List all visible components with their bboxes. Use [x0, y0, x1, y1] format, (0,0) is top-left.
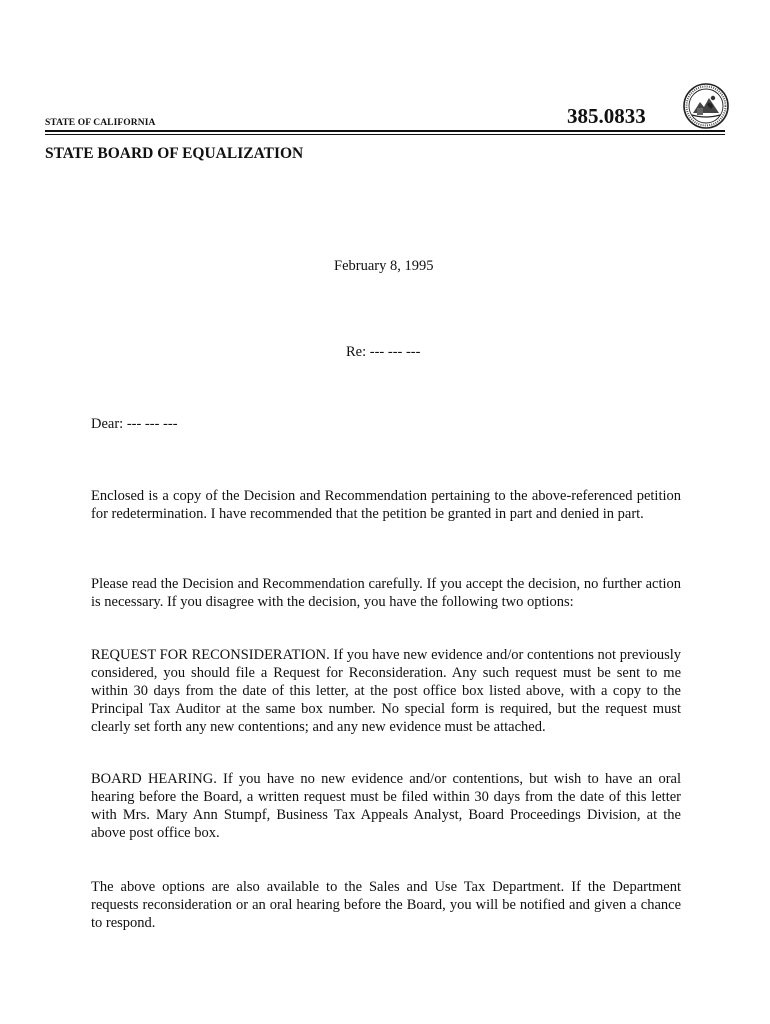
- letter-date: February 8, 1995: [334, 258, 434, 274]
- paragraph-reconsideration: REQUEST FOR RECONSIDERATION. If you have new evidence and/or contentions not previously considered, you should file a Request for Reconsideration. Any such request must be sent to me within 30 days from the date of this letter, at the post office box listed above, with a copy to the Principal Tax Auditor at the same box number. No special form is required, but the request must clearly set forth any new contentions; and any new evidence must be attached.: [91, 647, 681, 735]
- document-number: 385.0833: [567, 104, 646, 128]
- california-state-seal-icon: [683, 83, 729, 129]
- salutation: Dear: --- --- ---: [91, 416, 178, 432]
- header-rule-thin: [45, 134, 725, 135]
- paragraph-read-carefully: Please read the Decision and Recommendation carefully. If you accept the decision, no further action is necessary. If you disagree with the decision, you have the following two options:: [91, 576, 681, 610]
- paragraph-department-options: The above options are also available to the Sales and Use Tax Department. If the Department requests reconsideration or an oral hearing before the Board, you will be notified and given a chance to respond.: [91, 879, 681, 931]
- agency-name: STATE BOARD OF EQUALIZATION: [45, 145, 304, 162]
- state-label: STATE OF CALIFORNIA: [45, 118, 156, 128]
- paragraph-enclosed: Enclosed is a copy of the Decision and Recommendation pertaining to the above-referenced petition for redetermination. I have recommended that the petition be granted in part and denied in part.: [91, 488, 681, 522]
- paragraph-board-hearing: BOARD HEARING. If you have no new evidence and/or contentions, but wish to have an oral hearing before the Board, a written request must be filed within 30 days from the date of this letter with Mrs. Mary Ann Stumpf, Business Tax Appeals Analyst, Board Proceedings Division, at the above post office box.: [91, 771, 681, 841]
- header-rule-thick: [45, 130, 725, 132]
- re-line: Re: --- --- ---: [346, 344, 421, 360]
